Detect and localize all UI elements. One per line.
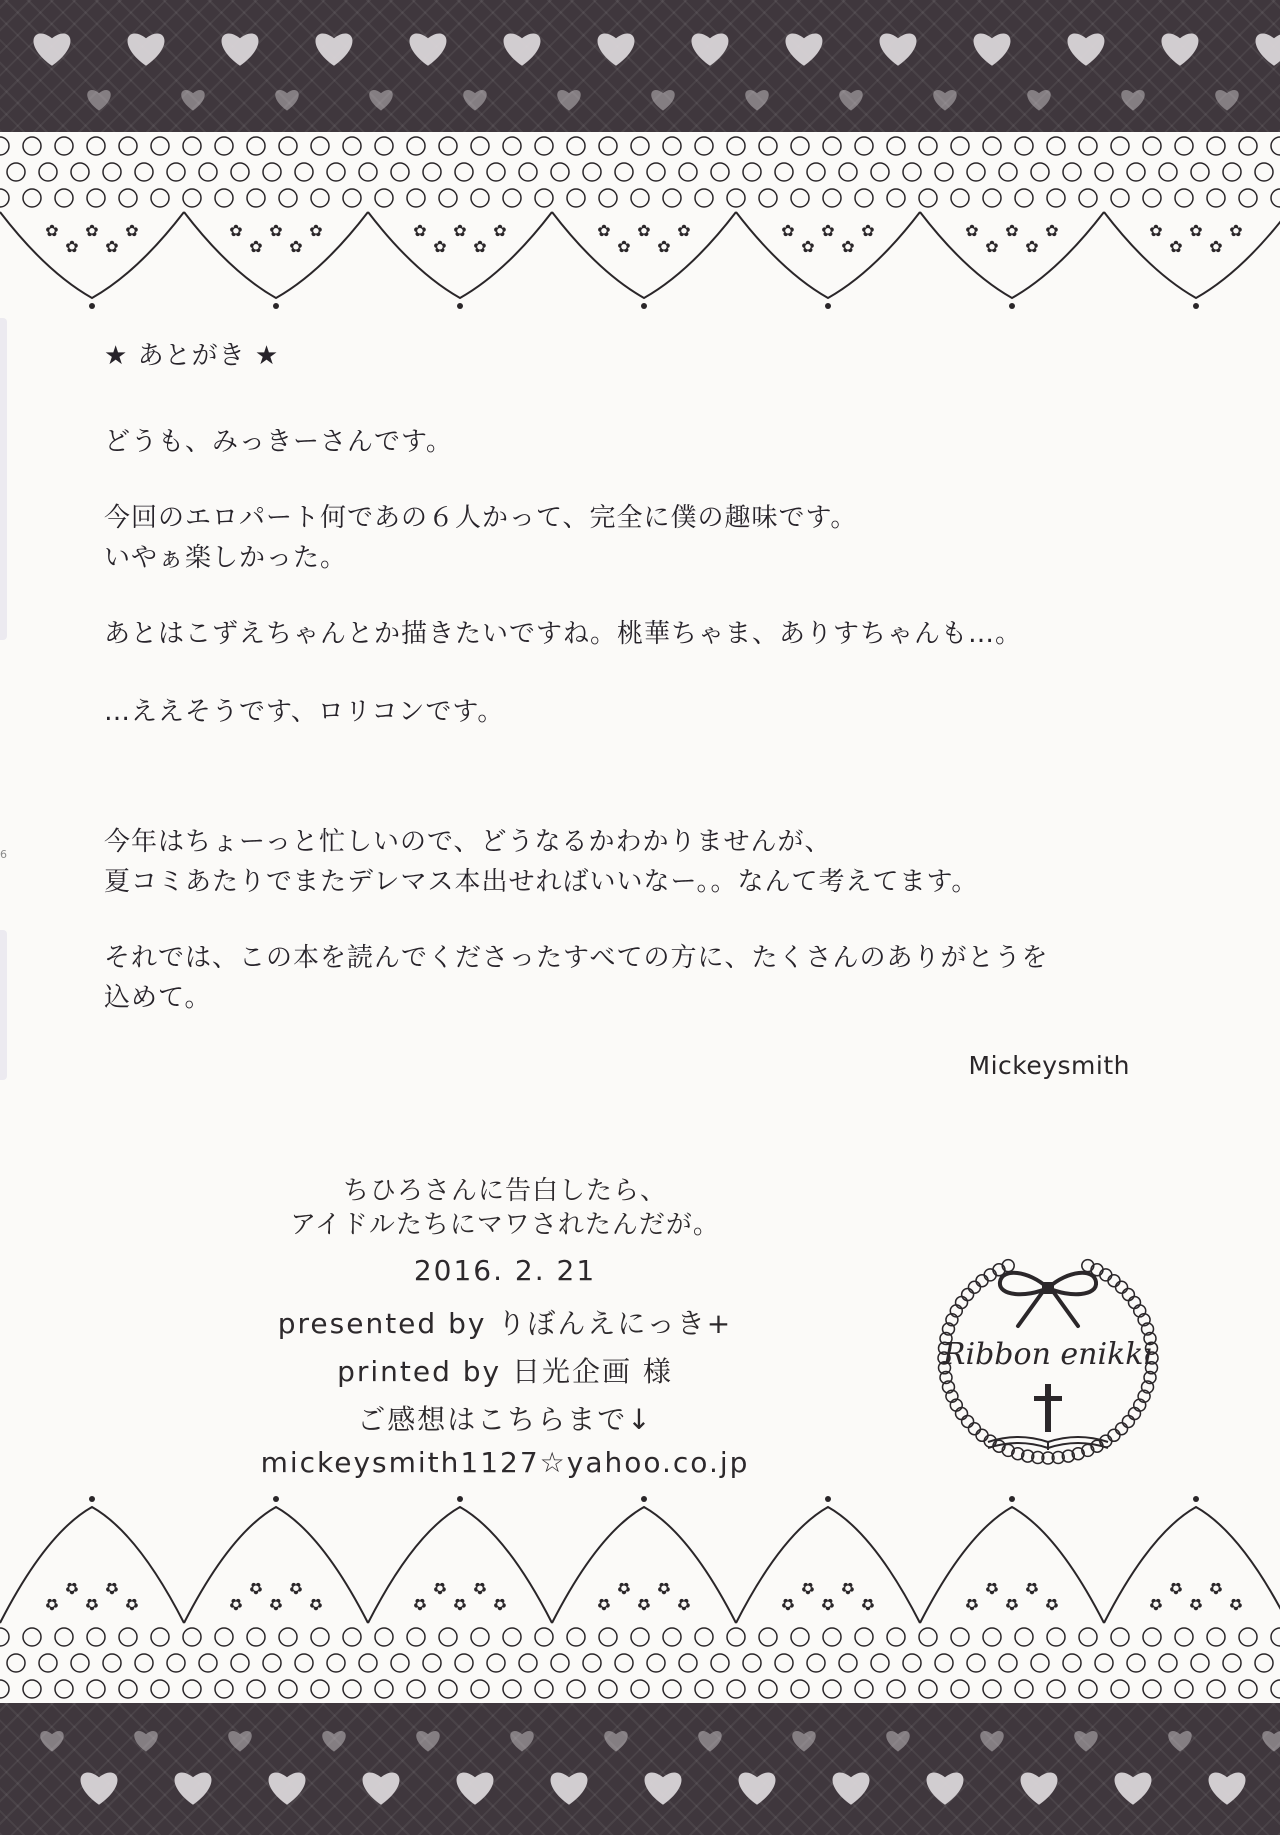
svg-text:✿: ✿ [781,1595,795,1614]
svg-text:✿: ✿ [1025,1579,1039,1598]
svg-text:✿: ✿ [85,221,99,240]
svg-text:✿: ✿ [413,1595,427,1614]
svg-text:✿: ✿ [657,237,671,256]
svg-text:✿: ✿ [801,1579,815,1598]
book-title-line: アイドルたちにマワされたんだが。 [290,1210,720,1240]
svg-text:✿: ✿ [617,237,631,256]
svg-text:✿: ✿ [1045,1595,1059,1614]
svg-text:✿: ✿ [657,1579,671,1598]
svg-text:✿: ✿ [45,1595,59,1614]
svg-text:✿: ✿ [309,221,323,240]
svg-text:✿: ✿ [453,1595,467,1614]
svg-text:✿: ✿ [105,237,119,256]
svg-text:✿: ✿ [309,1595,323,1614]
svg-text:✿: ✿ [801,237,815,256]
svg-text:✿: ✿ [985,1579,999,1598]
svg-text:✿: ✿ [85,1595,99,1614]
printed-by: printed by 日光企画 様 [337,1355,673,1388]
svg-text:✿: ✿ [597,221,611,240]
publication-date: 2016. 2. 21 [413,1254,597,1287]
svg-text:✿: ✿ [677,221,691,240]
svg-text:✿: ✿ [413,221,427,240]
svg-text:✿: ✿ [1189,1595,1203,1614]
svg-text:✿: ✿ [473,237,487,256]
svg-text:✿: ✿ [65,1579,79,1598]
margin-scan-mark [0,930,7,1080]
svg-text:✿: ✿ [125,1595,139,1614]
svg-text:✿: ✿ [249,237,263,256]
afterword-paragraph: あとはこずえちゃんとか描きたいですね。桃華ちゃま、ありすちゃんも…。 [104,619,1023,649]
svg-text:✿: ✿ [1149,221,1163,240]
svg-text:✿: ✿ [1149,1595,1163,1614]
svg-text:✿: ✿ [493,1595,507,1614]
svg-text:✿: ✿ [617,1579,631,1598]
page-number: 6 [0,848,7,861]
svg-text:✿: ✿ [841,237,855,256]
svg-text:✿: ✿ [965,1595,979,1614]
svg-text:✿: ✿ [289,1579,303,1598]
svg-text:✿: ✿ [861,1595,875,1614]
svg-text:✿: ✿ [1025,237,1039,256]
svg-text:✿: ✿ [677,1595,691,1614]
bottom-heart-band [0,1703,1280,1835]
afterword-paragraph: それでは、この本を読んでくださったすべての方に、たくさんのありがとうを [104,943,1049,973]
book-title-line: ちひろさんに告白したら、 [342,1176,667,1206]
svg-text:✿: ✿ [1169,237,1183,256]
svg-text:✿: ✿ [637,1595,651,1614]
svg-text:✿: ✿ [65,237,79,256]
svg-text:✿: ✿ [125,221,139,240]
heart-pattern [0,0,1280,132]
svg-text:✿: ✿ [1005,1595,1019,1614]
svg-text:✿: ✿ [45,221,59,240]
svg-text:✿: ✿ [1189,221,1203,240]
svg-text:✿: ✿ [1209,237,1223,256]
svg-text:✿: ✿ [289,237,303,256]
svg-text:✿: ✿ [965,221,979,240]
presented-by: presented by りぼんえにっき+ [277,1307,733,1340]
afterword-paragraph: いやぁ楽しかった。 [104,543,348,573]
svg-text:✿: ✿ [861,221,875,240]
lace-pattern [0,1493,1280,1703]
svg-text:✿: ✿ [269,1595,283,1614]
svg-text:✿: ✿ [269,221,283,240]
ribbon-bow-icon [1000,1273,1096,1326]
heart-pattern [0,1703,1280,1835]
svg-text:✿: ✿ [821,1595,835,1614]
svg-text:✿: ✿ [781,221,795,240]
contact-email: mickeysmith1127☆yahoo.co.jp [260,1446,750,1479]
afterword-paragraph: 今年はちょーっと忙しいので、どうなるかわかりませんが、 [104,827,832,857]
feedback-note: ご感想はこちらまで↓ [357,1403,653,1436]
svg-text:✿: ✿ [1169,1579,1183,1598]
svg-text:✿: ✿ [1005,221,1019,240]
circle-logo-stamp [918,1246,1178,1476]
signature: Mickeysmith [968,1051,1130,1080]
svg-text:✿: ✿ [105,1579,119,1598]
top-lace-border [0,132,1280,312]
svg-text:✿: ✿ [473,1579,487,1598]
svg-text:✿: ✿ [821,221,835,240]
afterword-paragraph: 今回のエロパート何であの６人かって、完全に僕の趣味です。 [104,503,858,533]
svg-text:✿: ✿ [1045,221,1059,240]
svg-text:✿: ✿ [841,1579,855,1598]
svg-text:✿: ✿ [453,221,467,240]
afterword-paragraph: …ええそうです、ロリコンです。 [104,697,505,727]
svg-text:✿: ✿ [985,237,999,256]
svg-text:✿: ✿ [229,1595,243,1614]
bottom-lace-border [0,1493,1280,1703]
afterword-paragraph: 込めて。 [104,983,212,1013]
svg-text:✿: ✿ [1209,1579,1223,1598]
margin-scan-mark [0,318,7,640]
open-book-icon [988,1437,1108,1450]
stamp-text: Ribbon enikki [942,1337,1154,1372]
afterword-paragraph: どうも、みっきーさんです。 [104,427,453,457]
svg-text:✿: ✿ [597,1595,611,1614]
svg-text:✿: ✿ [493,221,507,240]
svg-text:✿: ✿ [229,221,243,240]
top-heart-band [0,0,1280,132]
svg-text:✿: ✿ [637,221,651,240]
svg-text:✿: ✿ [433,1579,447,1598]
svg-text:✿: ✿ [433,237,447,256]
lace-pattern [0,132,1280,312]
afterword-heading: ★ あとがき ★ [104,341,280,371]
svg-text:✿: ✿ [249,1579,263,1598]
afterword-paragraph: 夏コミあたりでまたデレマス本出せればいいなー。。なんて考えてます。 [104,867,979,897]
svg-text:✿: ✿ [1229,1595,1243,1614]
cross-icon [1034,1384,1062,1432]
svg-text:✿: ✿ [1229,221,1243,240]
